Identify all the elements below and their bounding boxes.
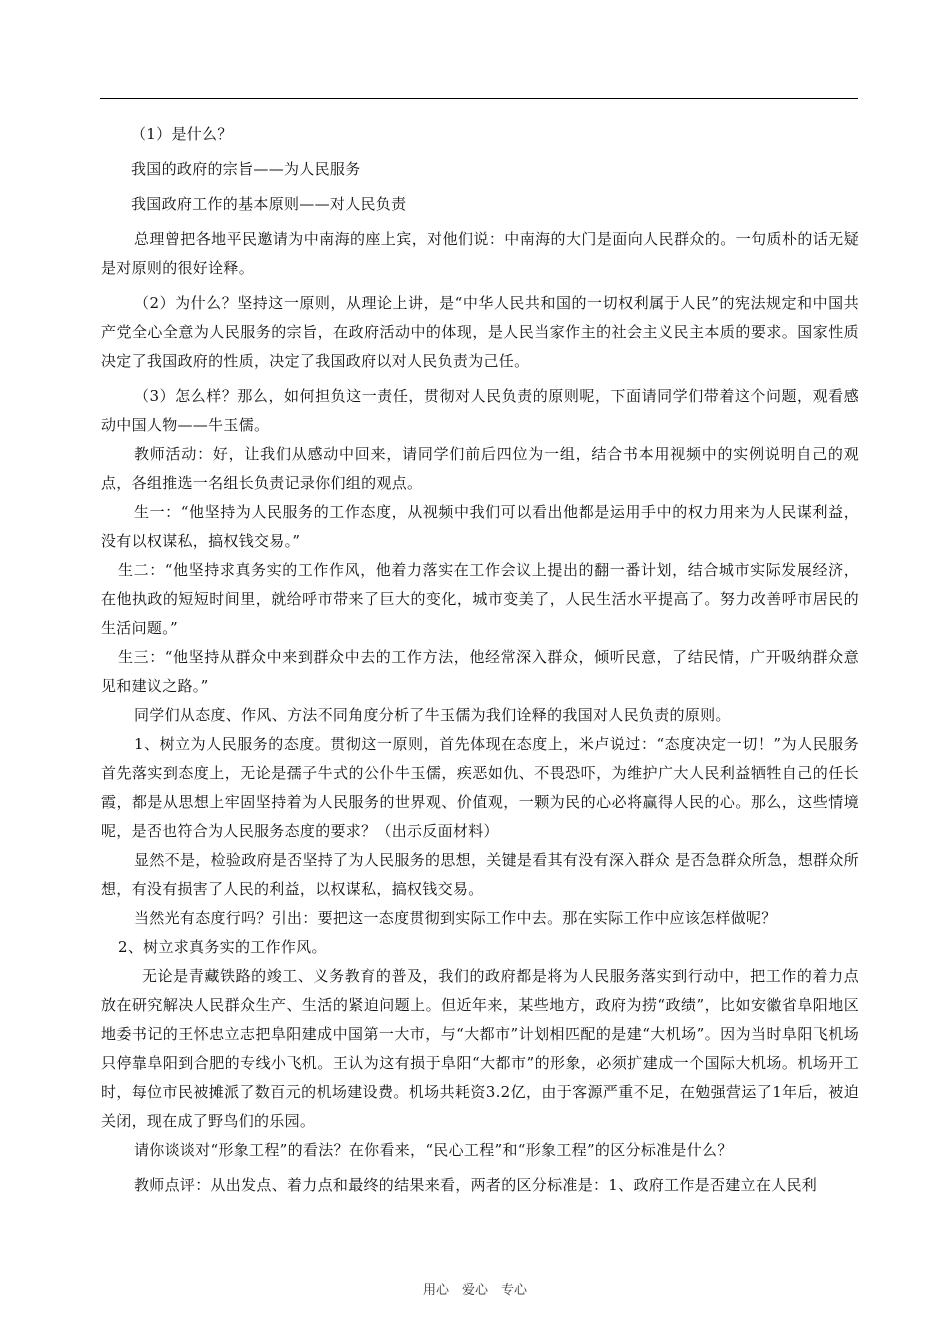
paragraph-10: 生三：“他坚持从群众中来到群众中去的工作方法，他经常深入群众，倾听民意，了结民情，广开吸纳群众意见和建议之路。”: [101, 648, 859, 695]
paragraph-6: （3）怎么样？那么，如何担负这一责任，贯彻对人民负责的原则呢，下面请同学们带着这个问题，观看感动中国人物——牛玉儒。: [101, 387, 859, 434]
paragraph-9: 生二：“他坚持求真务实的工作作风，他着力落实在工作会议上提出的翻一番计划，结合城市实际发展经济，在他执政的短短时间里，就给呼市带来了巨大的变化，城市变美了，人民生活水平提高了。努力改善呼市居民的生活问题。”: [101, 561, 859, 637]
page-footer: 用心 爱心 专心: [422, 1283, 527, 1298]
paragraph-8: 生一：“他坚持为人民服务的工作态度，从视频中我们可以看出他都是运用手中的权力用来为人民谋利益，没有以权谋私，搞权钱交易。”: [101, 503, 859, 550]
paragraph-12: 1、树立为人民服务的态度。贯彻这一原则，首先体现在态度上，米卢说过：“态度决定一切！”为人民服务首先落实到态度上，无论是孺子牛式的公仆牛玉儒，疾恶如仇、不畏恐吓，为维护广大人民利益牺牲自己的任长霞，都是从思想上牢固坚持着为人民服务的世界观、价值观，一颗为民的心必将赢得人民的心。那么，这些情境呢，是否也符合为人民服务态度的要求？（出示反面材料）: [101, 735, 859, 840]
document-body: [101, 120, 859, 1200]
paragraph-14: 当然光有态度行吗？引出：要把这一态度贯彻到实际工作中去。那在实际工作中应该怎样做呢？: [134, 909, 777, 927]
paragraph-18: 教师点评：从出发点、着力点和最终的结果来看，两者的区分标准是：1、政府工作是否建立在人民利: [134, 1176, 818, 1194]
paragraph-13: 显然不是，检验政府是否坚持了为人民服务的思想，关键是看其有没有深入群众 是否急群众所急，想群众所想，有没有损害了人民的利益，以权谋私，搞权钱交易。: [101, 851, 859, 898]
paragraph-1: （1）是什么？: [131, 125, 233, 143]
paragraph-16: 无论是青藏铁路的竣工、义务教育的普及，我们的政府都是将为人民服务落实到行动中，把工作的着力点放在研究解决人民群众生产、生活的紧迫问题上。但近年来，某些地方，政府为捞“政绩”，比如安徽省阜阳地区地委书记的王怀忠立志把阜阳建成中国第一大市，与“大都市”计划相匹配的是建“大机场”。因为当时阜阳飞机场只停靠阜阳到合肥的专线小飞机。王认为这有损于阜阳“大都市”的形象，必须扩建成一个国际大机场。机场开工时，每位市民被摊派了数百元的机场建设费。机场共耗资3.2亿，由于客源严重不足，在勉强营运了1年后，被迫关闭，现在成了野鸟们的乐园。: [101, 967, 859, 1130]
paragraph-3: 我国政府工作的基本原则——对人民负责: [131, 195, 407, 213]
paragraph-7: 教师活动：好，让我们从感动中回来，请同学们前后四位为一组，结合书本用视频中的实例说明自己的观点，各组推选一名组长负责记录你们组的观点。: [101, 445, 859, 492]
header-rule: [100, 98, 858, 99]
paragraph-2: 我国的政府的宗旨——为人民服务: [131, 160, 361, 178]
paragraph-11: 同学们从态度、作风、方法不同角度分析了牛玉儒为我们诠释的我国对人民负责的原则。: [134, 706, 731, 724]
paragraph-4: 总理曾把各地平民邀请为中南海的座上宾，对他们说：中南海的大门是面向人民群众的。一句质朴的话无疑是对原则的很好诠释。: [101, 230, 859, 277]
paragraph-5: （2）为什么？坚持这一原则，从理论上讲，是“中华人民共和国的一切权利属于人民”的宪法规定和中国共产党全心全意为人民服务的宗旨，在政府活动中的体现，是人民当家作主的社会主义民主本质的要求。国家性质决定了我国政府的性质，决定了我国政府以对人民负责为己任。: [101, 294, 859, 370]
paragraph-15: 2、树立求真务实的工作作风。: [118, 938, 327, 956]
paragraph-17: 请你谈谈对“形象工程”的看法？在你看来，“民心工程”和“形象工程”的区分标准是什么？: [134, 1141, 733, 1159]
